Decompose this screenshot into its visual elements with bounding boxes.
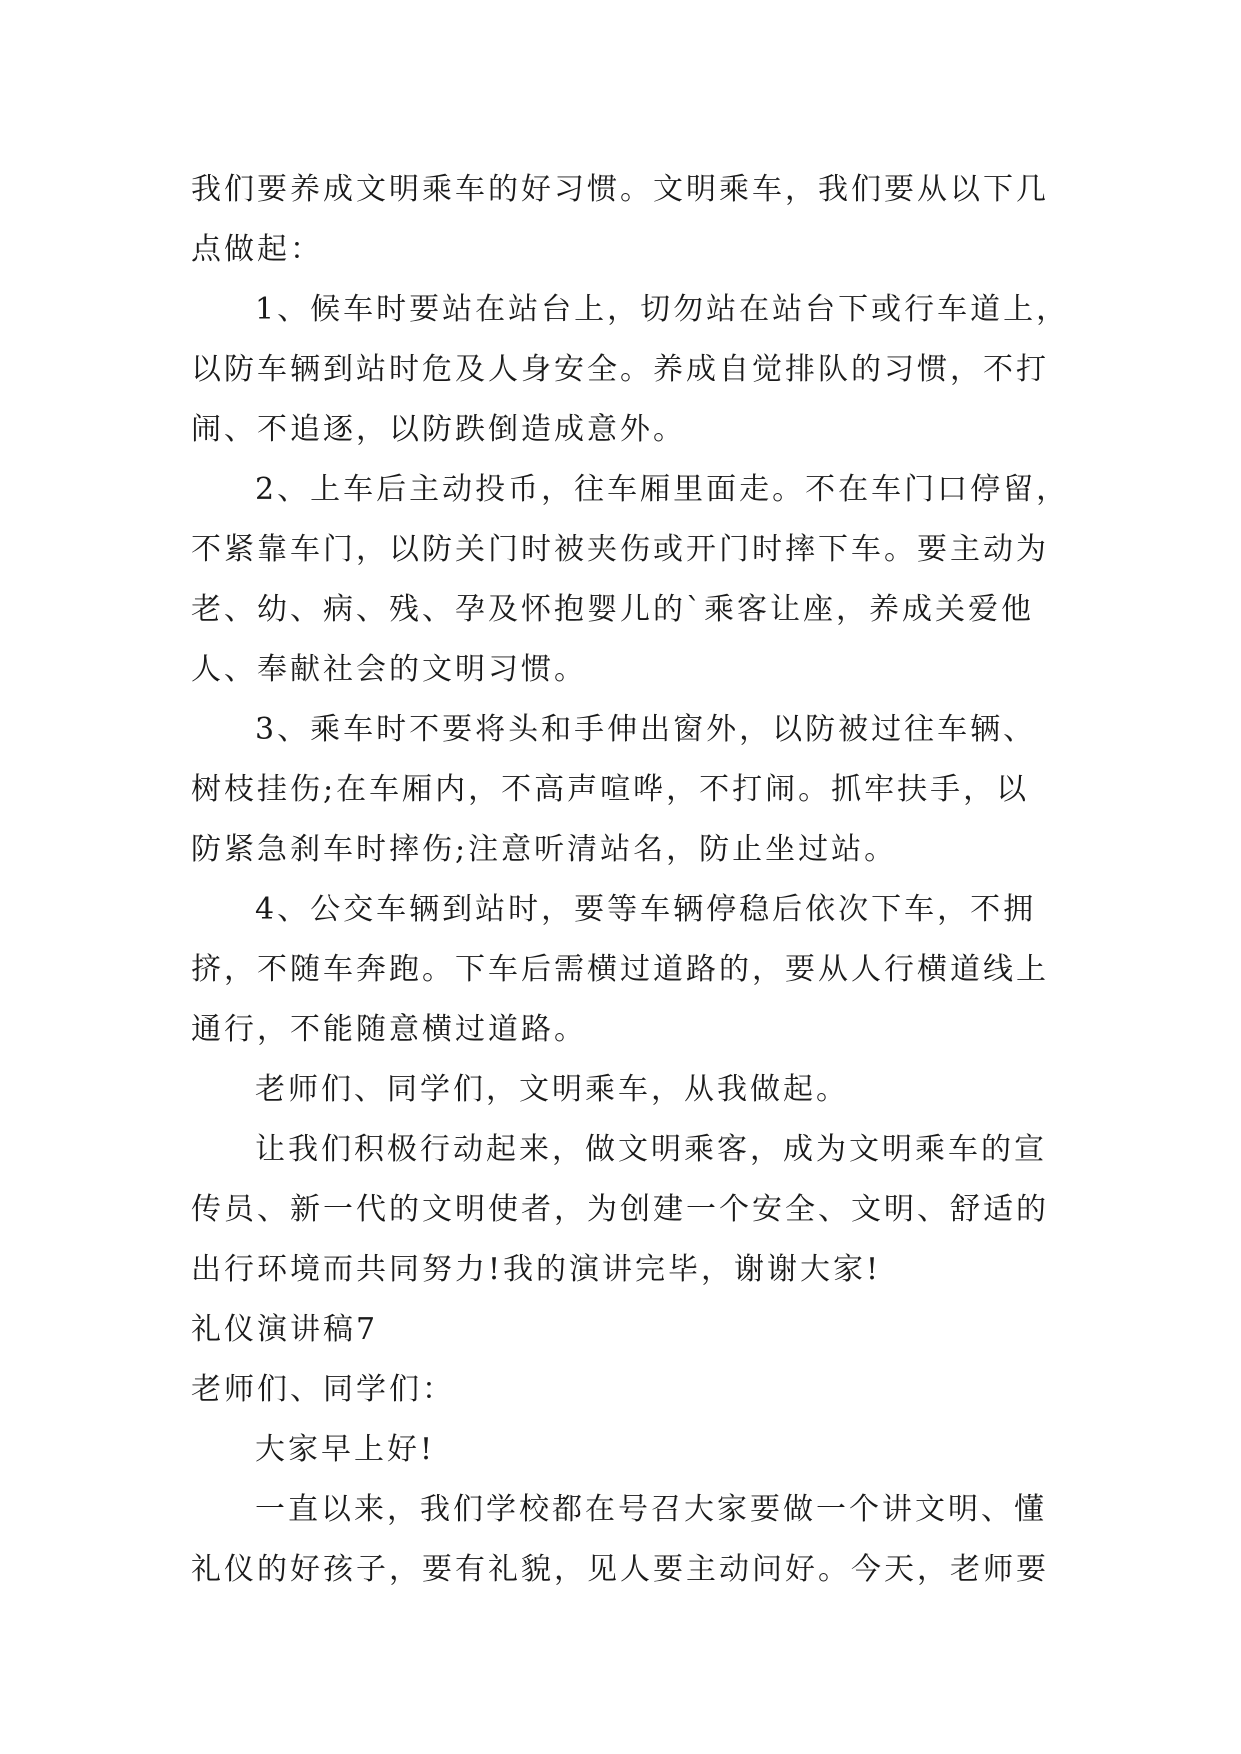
text-line: 老师们、同学们，文明乘车，从我做起。 [255, 1072, 849, 1107]
text-line: 一直以来，我们学校都在号召大家要做一个讲文明、懂 [255, 1492, 1047, 1527]
text-line: 挤，不随车奔跑。下车后需横过道路的，要从人行横道线上 [191, 952, 1049, 987]
text-line: 让我们积极行动起来，做文明乘客，成为文明乘车的宣 [255, 1132, 1047, 1167]
text-line: 大家早上好! [255, 1432, 436, 1467]
document-body [191, 160, 1071, 1600]
text-line: 3、乘车时不要将头和手伸出窗外，以防被过往车辆、 [255, 712, 1037, 747]
text-line: 4、公交车辆到站时，要等车辆停稳后依次下车，不拥 [255, 892, 1037, 927]
text-line: 树枝挂伤;在车厢内，不高声喧哗，不打闹。抓牢扶手，以 [191, 772, 1030, 807]
text-line: 老、幼、病、残、孕及怀抱婴儿的`乘客让座，养成关爱他 [191, 592, 1034, 627]
text-line: 出行环境而共同努力!我的演讲完毕，谢谢大家! [191, 1252, 882, 1287]
text-line: 人、奉献社会的文明习惯。 [191, 652, 587, 687]
text-line: 闹、不追逐，以防跌倒造成意外。 [191, 412, 686, 447]
text-line: 我们要养成文明乘车的好习惯。文明乘车，我们要从以下几 [191, 172, 1049, 207]
text-line: 2、上车后主动投币，往车厢里面走。不在车门口停留， [255, 472, 1070, 507]
text-line: 以防车辆到站时危及人身安全。养成自觉排队的习惯，不打 [191, 352, 1049, 387]
text-line: 防紧急刹车时摔伤;注意听清站名，防止坐过站。 [191, 832, 898, 867]
text-line: 礼仪演讲稿7 [191, 1312, 379, 1347]
text-line: 传员、新一代的文明使者，为创建一个安全、文明、舒适的 [191, 1192, 1049, 1227]
text-line: 老师们、同学们： [191, 1372, 455, 1407]
text-line: 不紧靠车门，以防关门时被夹伤或开门时摔下车。要主动为 [191, 532, 1049, 567]
text-line: 通行，不能随意横过道路。 [191, 1012, 587, 1047]
text-line: 1、候车时要站在站台上，切勿站在站台下或行车道上， [255, 292, 1070, 327]
text-line: 礼仪的好孩子，要有礼貌，见人要主动问好。今天，老师要 [191, 1552, 1049, 1587]
text-line: 点做起： [191, 232, 323, 267]
